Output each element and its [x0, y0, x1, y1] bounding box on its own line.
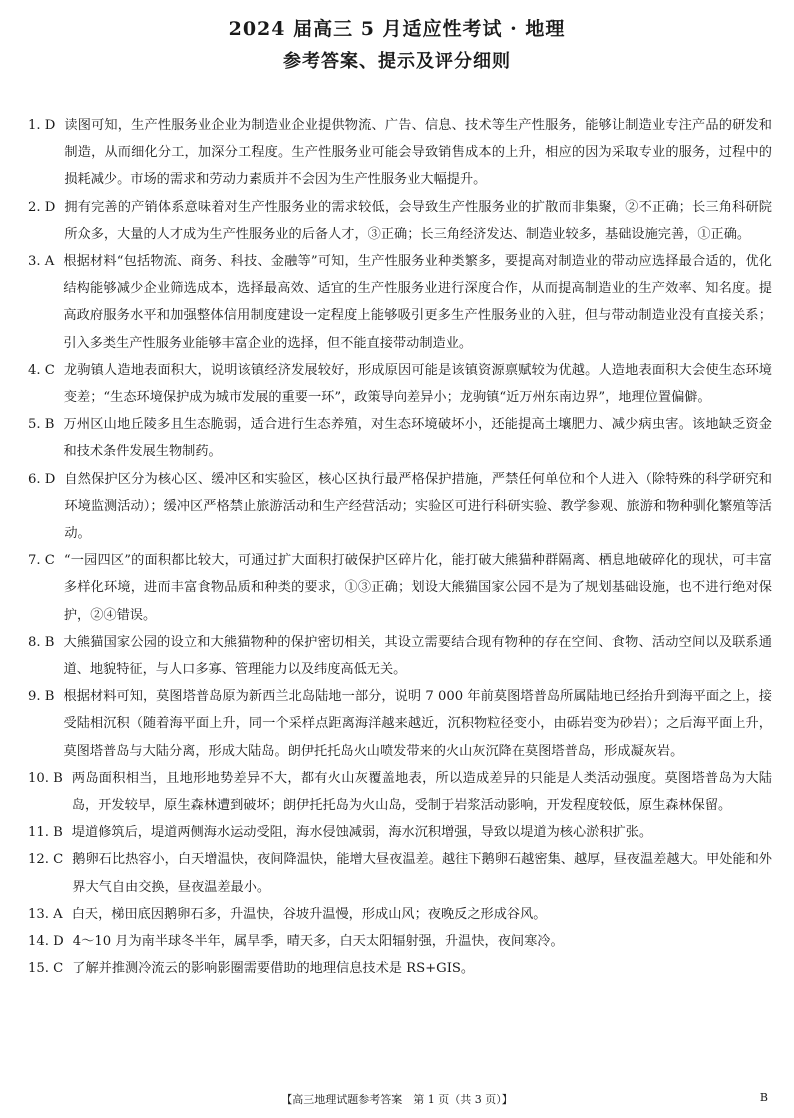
page-footer: 【高三地理试题参考答案 第 1 页（共 3 页）】	[281, 1093, 513, 1106]
answer-number: 3. A	[28, 254, 55, 270]
answer-explanation: 大熊猫国家公园的设立和大熊猫物种的保护密切相关，其设立需要结合现有物种的存在空间、食物、活动空间以及联系通道、地貌特征，与人口多寡、管理能力以及纬度高低无关。	[63, 634, 772, 678]
answer-number: 13. A	[28, 906, 63, 922]
answer-number: 1. D	[28, 118, 56, 133]
answer-item-9	[28, 683, 772, 765]
answer-number: 15. C	[28, 961, 64, 977]
version-letter: B	[759, 1091, 768, 1104]
page-title: 2024 届高三 5 月适应性考试 · 地理	[228, 18, 566, 40]
answer-item-11	[28, 819, 772, 846]
answer-explanation: 4～10 月为南半球冬半年，属旱季，晴天多，白天太阳辐射强，升温快，夜间寒冷。	[72, 934, 564, 950]
answer-explanation: 读图可知，生产性服务业企业为制造业企业提供物流、广告、信息、技术等生产性服务，能够让制造业专注产品的研发和制造，从而细化分工，加深分工程度。生产性服务业可能会导致销售成本的上升，相应的因为采取专业的服务，过程中的损耗减少。市场的需求和劳动力素质并不会因为生产性服务业大幅提升。	[64, 118, 772, 188]
answer-item-14	[28, 928, 772, 955]
answer-item-6	[28, 466, 772, 548]
answer-item-13	[28, 901, 772, 928]
answer-explanation: 堤道修筑后，堤道两侧海水运动受阻，海水侵蚀减弱，海水沉积增强，导致以堤道为核心淤积扩张。	[71, 825, 653, 841]
answer-number: 6. D	[28, 471, 56, 487]
answer-number: 11. B	[28, 825, 63, 841]
answer-number: 8. B	[28, 634, 55, 650]
answer-explanation: 两岛面积相当，且地形地势差异不大，都有火山灰覆盖地表，所以造成差异的只能是人类活动强度。莫图塔普岛为大陆岛，开发较早，原生森林遭到破坏；朗伊托托岛为火山岛，受制于岩浆活动影响，开发程度较低，原生森林保留。	[71, 770, 772, 814]
answer-explanation: 根据材料“包括物流、商务、科技、金融等”可知，生产性服务业种类繁多，要提高对制造业的带动应选择最合适的，优化结构能够减少企业筛选成本，选择最高效、适宜的生产性服务业进行深度合作，从而提高制造业的生产效率、知名度。提高政府服务水平和加强整体信用制度建设一定程度上能够吸引更多生产性服务业的入驻，但与带动制造业没有直接关系；引入多类生产性服务业能够丰富企业的选择，但不能直接带动制造业。	[63, 254, 772, 351]
answer-number: 10. B	[28, 770, 63, 786]
answer-item-15	[28, 955, 772, 982]
answer-explanation: 自然保护区分为核心区、缓冲区和实验区，核心区执行最严格保护措施，严禁任何单位和个人进入（除特殊的科学研究和环境监测活动）；缓冲区严格禁止旅游活动和生产经营活动；实验区可进行科研实验、教学参观、旅游和物种驯化繁殖等活动。	[64, 471, 772, 542]
answer-item-10	[28, 765, 772, 819]
answer-explanation: 鹅卵石比热容小，白天增温快，夜间降温快，能增大昼夜温差。越往下鹅卵石越密集、越厚，昼夜温差越大。甲处能和外界大气自由交换，昼夜温差最小。	[72, 852, 772, 895]
answer-number: 4. C	[28, 362, 55, 378]
answer-explanation: 了解并推测冷流云的影响影圈需要借助的地理信息技术是 RS+GIS。	[72, 961, 475, 977]
answer-item-7	[28, 547, 772, 629]
answer-explanation: “一园四区”的面积都比较大，可通过扩大面积打破保护区碎片化，能打破大熊猫种群隔离、栖息地破碎化的现状，可丰富多样化环境，进而丰富食物品质和种类的要求，①③正确；划设大熊猫国家公园不是为了规划基础设施，也不进行绝对保护，②④错误。	[63, 553, 772, 623]
answer-number: 2. D	[28, 199, 56, 215]
answer-item-4	[28, 357, 772, 411]
answer-item-1	[28, 112, 772, 194]
answer-list	[28, 112, 772, 983]
answer-item-12	[28, 846, 772, 900]
answer-number: 9. B	[28, 689, 55, 705]
answer-item-5	[28, 411, 772, 465]
answer-item-8	[28, 629, 772, 683]
answer-explanation: 白天，梯田底因鹅卵石多，升温快，谷坡升温慢，形成山风；夜晚反之形成谷风。	[71, 906, 547, 922]
answer-explanation: 万州区山地丘陵多且生态脆弱，适合进行生态养殖，对生态环境破坏小，还能提高土壤肥力、减少病虫害。该地缺乏资金和技术条件发展生物制药。	[63, 417, 772, 460]
page-subtitle: 参考答案、提示及评分细则	[283, 51, 511, 72]
answer-number: 7. C	[28, 553, 55, 569]
answer-item-3	[28, 248, 772, 357]
answer-number: 5. B	[28, 417, 55, 433]
answer-number: 14. D	[28, 934, 64, 950]
answer-explanation: 根据材料可知，莫图塔普岛原为新西兰北岛陆地一部分，说明 7 000 年前莫图塔普岛所属陆地已经抬升到海平面之上，接受陆相沉积（随着海平面上升，同一个采样点距离海洋越来越近，沉积物粒径变小，由砾岩变为砂岩）；之后海平面上升，莫图塔普岛与大陆分离，形成大陆岛。朗伊托托岛火山喷发带来的火山灰沉降在莫图塔普岛，形成凝灰岩。	[63, 689, 772, 759]
answer-number: 12. C	[28, 852, 64, 868]
answer-explanation: 拥有完善的产销体系意味着对生产性服务业的需求较低，会导致生产性服务业的扩散而非集聚，②不正确；长三角科研院所众多，大量的人才成为生产性服务业的后备人才，③正确；长三角经济发达、制造业较多，基础设施完善，①正确。	[64, 199, 772, 242]
answer-item-2	[28, 194, 772, 248]
answer-explanation: 龙驹镇人造地表面积大，说明该镇经济发展较好，形成原因可能是该镇资源禀赋较为优越。人造地表面积大会使生态环境变差；“生态环境保护成为城市发展的重要一环”，政策导向差异小；龙驹镇“近万州东南边界”，地理位置偏僻。	[63, 362, 772, 406]
